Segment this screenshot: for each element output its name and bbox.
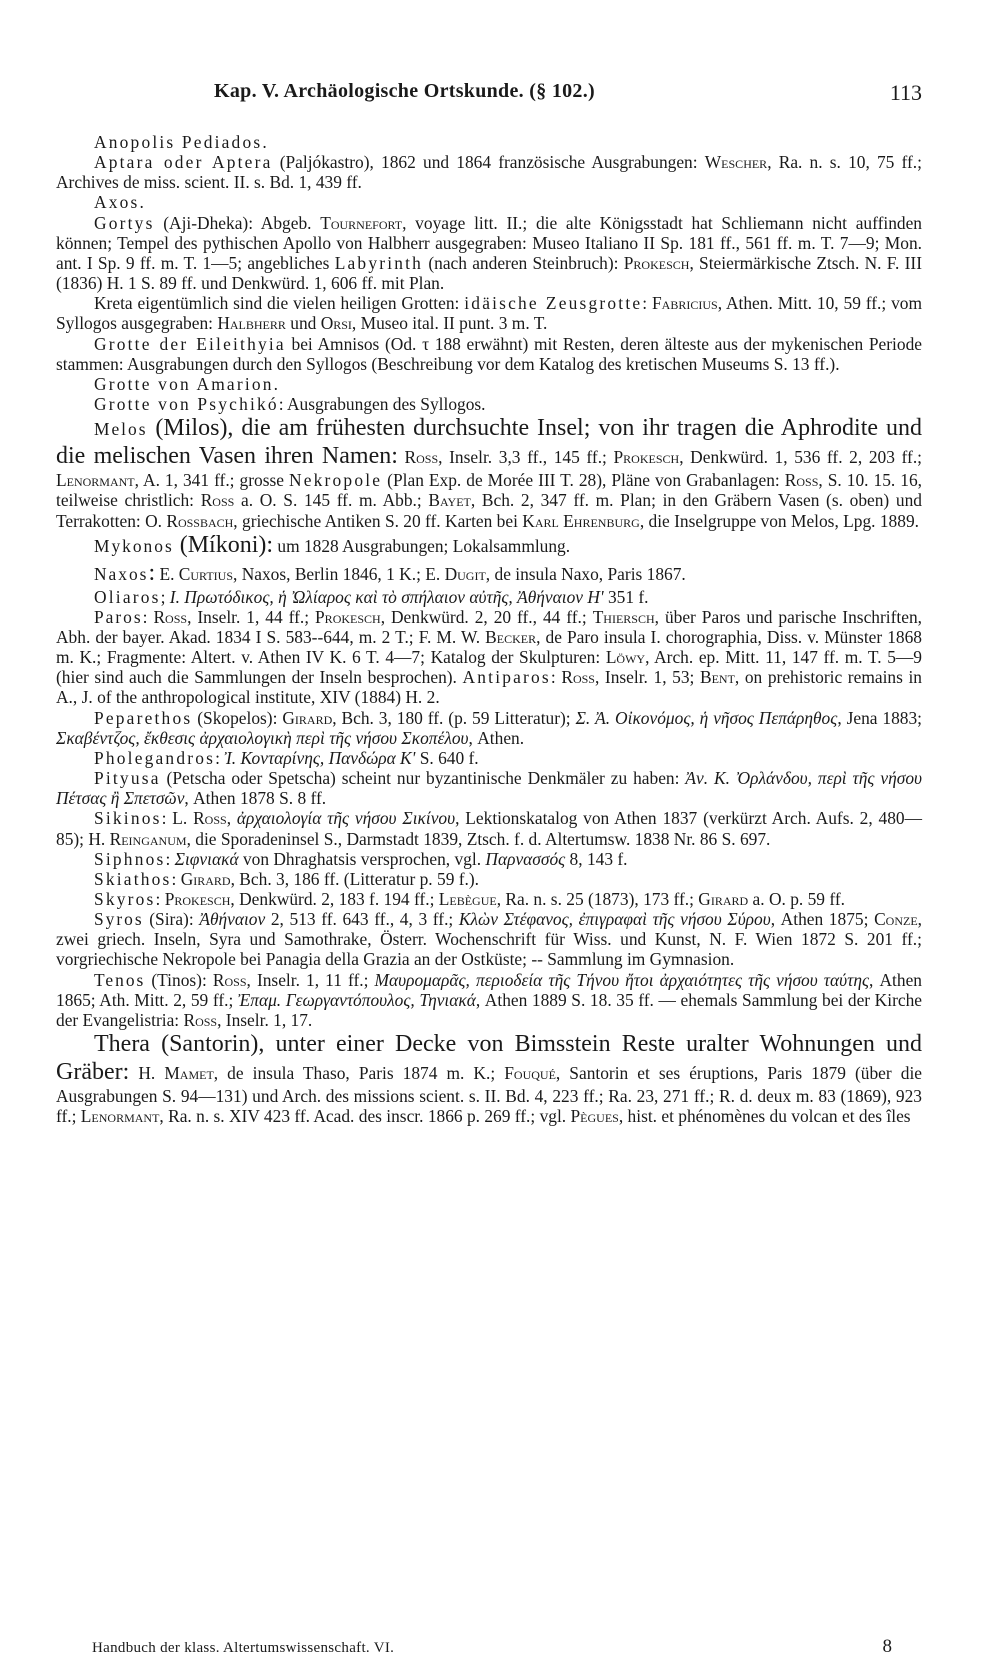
place-name: idäische Zeusgrotte — [464, 293, 643, 314]
paragraph — [56, 394, 922, 414]
author-name: Ross — [212, 969, 247, 990]
paragraph — [56, 970, 922, 1030]
paragraph — [56, 768, 922, 808]
author-name: Orsi — [320, 313, 352, 334]
text-segment: 8, 143 f. — [565, 848, 628, 869]
text-segment: , zwei griech. Inseln, Syra und Samothrake, Österr. Wochenschrift für Wiss. und Kunst, N. F. Wien 1872 S. 201 ff.; vorgriechische Nekropole bei Panagia della Grazia an der Ostküste; -- Sammlung im Gymnasion. — [56, 909, 923, 970]
author-name: Ross — [200, 490, 235, 511]
author-name: Ross — [784, 470, 819, 491]
footer-source: Handbuch der klass. Altertumswissenschaft. VI. — [92, 1640, 395, 1656]
place-name: Pholegandros — [94, 747, 216, 768]
text-segment: , Museo ital. II punt. 3 m. T. — [351, 313, 548, 334]
author-name: Prokesch — [613, 447, 680, 468]
place-name: Syros — [94, 909, 144, 930]
place-name: Skiathos — [94, 868, 172, 889]
page-number: 113 — [889, 80, 922, 105]
text-segment: H. — [129, 1063, 165, 1084]
text-segment: (Paljókastro), 1862 und 1864 französische Ausgrabungen: — [272, 152, 705, 173]
place-name: Paros — [94, 606, 143, 627]
place-name: Naxos — [94, 563, 149, 584]
greek-citation: ἀρχαιολογία τῆς νήσου Σικίνου — [236, 808, 456, 829]
text-segment: , — [226, 808, 237, 829]
text-segment: : — [155, 889, 165, 909]
author-name: Fabricius — [652, 293, 718, 314]
greek-citation: Σ. Ἀ. Οἰκονόμος, ἡ νῆσος Πεπάρηθος — [575, 707, 838, 728]
place-name: Anopolis Pediados. — [94, 132, 269, 152]
author-name: Wescher — [704, 152, 768, 173]
paragraph — [56, 192, 922, 212]
body-text — [56, 132, 922, 1126]
author-name: Mamet — [164, 1063, 214, 1084]
text-segment: , Bch. 2, 347 ff. m. Plan; in den Gräbern Vasen (s. oben) und Terrakotten: O. — [56, 490, 922, 531]
paragraph — [56, 152, 922, 192]
text-segment: , Athen. — [468, 727, 525, 748]
text-segment — [398, 447, 405, 467]
text-segment: , die Inselgruppe von Melos, Lpg. 1889. — [639, 510, 919, 531]
place-name: Grotte von Amarion. — [94, 373, 281, 394]
text-segment: (Skopelos): — [192, 707, 283, 728]
author-name: Halbherr — [217, 313, 286, 334]
text-segment: (Aji-Dheka): Abgeb. — [154, 212, 321, 233]
text-segment: , de insula Naxo, Paris 1867. — [485, 563, 686, 584]
text-segment: , Denkwürd. 1, 536 ff. 2, 203 ff.; — [679, 447, 922, 468]
place-name: Nekropole — [288, 470, 383, 491]
author-name: Lenormant — [56, 470, 135, 491]
signature-mark: 8 — [882, 1636, 892, 1657]
text-segment: von Dhraghatsis versprochen, vgl. — [238, 848, 486, 869]
author-name: Becker — [485, 626, 537, 647]
text-segment: , Denkwürd. 2, 20 ff., 44 ff.; — [380, 606, 593, 627]
text-segment: , hist. et phénomènes du volcan et des îles — [618, 1106, 911, 1127]
text-segment: E. — [155, 563, 179, 584]
paragraph — [56, 414, 922, 530]
text-segment: (Milos), die am frühesten durchsuchte Insel; von ihr tragen die Aphrodite und die melischen Vasen ihren Namen: — [56, 415, 922, 470]
text-segment: , S. 10. 15. 16, teilweise christlich: — [56, 470, 922, 511]
author-name: Prokesch — [164, 889, 231, 909]
text-segment: : — [148, 559, 156, 586]
text-segment: : — [215, 747, 225, 768]
text-segment: , Denkwürd. 2, 183 f. 194 ff.; — [230, 889, 439, 909]
greek-citation: Σιφνιακά — [174, 848, 239, 869]
author-name: Ross — [183, 1009, 218, 1030]
text-segment: , über Paros und parische Inschriften, Abh. der bayer. Akad. 1834 I S. 583--644, m. 2 T.; F. M. W. — [56, 606, 922, 647]
author-name: Lebègue — [438, 889, 497, 909]
paragraph — [56, 607, 922, 708]
text-segment: : — [142, 606, 154, 627]
text-segment: : — [171, 868, 181, 889]
text-segment: , de insula Thaso, Paris 1874 m. K.; — [213, 1063, 505, 1084]
greek-citation: Ἀθήναιον — [199, 909, 266, 930]
author-name: Ross — [404, 447, 439, 468]
text-segment: , Lektionskatalog von Athen 1837 (verkürzt Arch. Aufs. 2, 480—85); H. — [56, 808, 923, 849]
author-name: Conze — [874, 909, 918, 930]
text-segment: , Athen 1865; Ath. Mitt. 2, 59 ff.; — [56, 969, 922, 1010]
author-name: Prokesch — [623, 252, 690, 273]
author-name: Löwy — [605, 647, 646, 668]
text-segment: Kreta eigentümlich sind die vielen heiligen Grotten: — [94, 293, 465, 314]
place-name: Oliaros — [94, 586, 161, 607]
text-segment: , voyage litt. II.; die alte Königsstadt hat Schliemann nicht auffinden können; Tempel des pythischen Apollo von Halbherr ausgegraben: Museo Italiano II Sp. 181 ff., 561 ff. m. T. 7—9; Mon. ant. I Sp. 9 ff. m. T. 1—5; angebliches — [56, 212, 923, 273]
paragraph — [56, 808, 922, 848]
text-segment: , griechische Antiken S. 20 ff. Karten bei — [233, 510, 523, 531]
text-segment: , Inselr. 1, 17. — [217, 1009, 313, 1030]
text-segment: bei Amnisos (Od. τ 188 erwähnt) mit Resten, deren älteste aus der mykenischen Periode stammen: Ausgrabungen durch den Syllogos (Beschreibung vor dem Katalog des kretischen Museums S. 13 ff.). — [56, 333, 923, 374]
paragraph — [56, 559, 922, 587]
text-segment: (Tinos): — [145, 969, 213, 990]
paragraph — [56, 531, 922, 559]
place-name: Mykonos — [94, 535, 174, 556]
place-name: Grotte der Eileithyia — [94, 333, 286, 354]
text-segment: , de Paro insula I. chorographia, Diss. v. Münster 1868 m. K.; Fragmente: Altert. v. Athen IV K. 6 T. 4—7; Katalog der Skulpturen: — [56, 626, 922, 668]
text-segment: , Inselr. 1, 11 ff.; — [246, 969, 375, 990]
text-segment: : L. — [161, 808, 194, 829]
text-segment: (Míkoni): — [173, 531, 274, 558]
text-segment: (Petscha oder Spetscha) scheint nur byzantinische Denkmäler zu haben: — [160, 768, 686, 789]
text-segment: 351 f. — [603, 586, 649, 607]
text-segment: , Jena 1883; — [837, 707, 923, 728]
paragraph — [56, 334, 922, 374]
paragraph — [56, 587, 922, 607]
greek-citation: Παρνασσός — [485, 848, 566, 869]
text-segment: , Bch. 3, 186 ff. (Litteratur p. 59 f.). — [230, 868, 480, 889]
author-name: Ross — [153, 606, 188, 627]
text-segment: und — [285, 313, 321, 334]
text-segment: Thera (Santorin), unter einer Decke von Bimsstein Reste uralter Wohnungen und Gräber: — [56, 1031, 922, 1086]
greek-citation: Ἰ. Κονταρίνης, Πανδώρα Κ' — [224, 747, 416, 768]
greek-citation: Μαυρομαρᾶς, περιοδεία τῆς Τήνου ἤτοι ἀρχαιότητες τῆς νήσου ταύτης — [374, 969, 870, 990]
paragraph — [56, 293, 922, 333]
text-segment: , on prehistoric remains in A., J. of the anthropological institute, XIV (1884) H. 2. — [56, 667, 922, 708]
paragraph — [56, 1030, 922, 1126]
text-segment: , die Sporadeninsel S., Darmstadt 1839, Ztsch. f. d. Altertumsw. 1838 Nr. 86 S. 697. — [186, 828, 771, 849]
paragraph — [56, 708, 922, 748]
text-segment: , Bch. 3, 180 ff. (p. 59 Litteratur); — [332, 707, 576, 728]
text-segment: , Inselr. 1, 53; — [594, 667, 700, 688]
author-name: Dugit — [444, 563, 486, 584]
place-name: Skyros — [94, 889, 156, 909]
author-name: Prokesch — [315, 606, 381, 627]
text-segment: : — [550, 667, 562, 688]
author-name: Girard — [698, 889, 749, 909]
text-segment: , Inselr. 1, 44 ff.; — [187, 606, 316, 627]
author-name: Curtius — [178, 563, 233, 584]
place-name: Pityusa — [94, 768, 161, 789]
place-name: Grotte von Psychikó — [94, 394, 279, 415]
place-name: Peparethos — [94, 707, 193, 728]
author-name: Lenormant — [80, 1106, 160, 1127]
author-name: Ross — [561, 667, 595, 688]
greek-citation: I. Πρωτόδικος, ἡ Ὠλίαρος καὶ τὸ σπήλαιον αὐτῆς, Ἀθήναιον Η' — [169, 586, 604, 607]
text-segment: (Plan Exp. de Morée III T. 28), Pläne von Grabanlagen: — [382, 470, 785, 491]
author-name: Thiersch — [592, 606, 655, 627]
place-name: Siphnos — [94, 848, 166, 869]
place-name: Gortys — [94, 212, 155, 233]
text-segment: , Steiermärkische Ztsch. N. F. III (1836) H. 1 S. 89 ff. und Denkwürd. 1, 606 ff. mit Plan. — [56, 252, 922, 294]
place-name: Sikinos — [94, 808, 162, 829]
author-name: Rossbach — [166, 510, 234, 531]
text-segment: 2, 513 ff. 643 ff., 4, 3 ff.; — [265, 909, 459, 930]
text-segment: , Athen 1878 S. 8 ff. — [184, 788, 327, 809]
greek-citation: Σκαβέντζος, ἔκθεσις ἀρχαιολογικὴ περὶ τῆς νήσου Σκοπέλου — [56, 727, 469, 748]
paragraph — [56, 748, 922, 768]
author-name: Girard — [180, 868, 231, 889]
author-name: Fouqué — [504, 1063, 556, 1084]
text-segment: (Sira): — [143, 909, 200, 930]
paragraph — [56, 213, 922, 294]
place-name: Aptara oder Aptera — [94, 152, 273, 173]
author-name: Pègues — [570, 1106, 619, 1127]
text-segment: S. 640 f. — [415, 747, 479, 768]
text-segment: , Athen 1889 S. 18. 35 ff. — ehemals Sammlung bei der Kirche der Evangelistria: — [56, 989, 922, 1030]
text-segment: , Arch. ep. Mitt. 11, 147 ff. m. T. 5—9 (hier sind auch die Sammlungen der Inseln besprochen). — [56, 647, 922, 688]
text-segment: , Ra. n. s. XIV 423 ff. Acad. des inscr. 1866 p. 269 ff.; vgl. — [159, 1106, 571, 1127]
place-name: Antiparos — [462, 667, 551, 688]
place-name: Axos. — [94, 192, 147, 213]
author-name: Karl Ehrenburg — [522, 510, 640, 531]
paragraph — [56, 849, 922, 869]
running-header — [214, 80, 922, 106]
text-segment: a. O. p. 59 ff. — [748, 889, 845, 909]
text-segment: , Santorin et ses éruptions, Paris 1879 (über die Ausgrabungen S. 94—131) und Arch. des missions scient. s. II. Bd. 4, 223 ff.; Ra. 23, 271 ff.; R. d. deux m. 83 (1869), 923 ff.; — [56, 1063, 922, 1127]
paragraph — [56, 132, 922, 152]
text-segment: , Ra. n. s. 25 (1873), 173 ff.; — [496, 889, 699, 909]
text-segment: , Ra. n. s. 10, 75 ff.; Archives de miss. scient. II. s. Bd. 1, 439 ff. — [56, 152, 922, 193]
text-segment: , Inselr. 3,3 ff., 145 ff.; — [438, 447, 614, 468]
greek-citation: Ἀν. Κ. Ὀρλάνδου, περὶ τῆς νήσου Πέτσας ἢ Σπετσῶν — [56, 768, 922, 809]
text-segment: , A. 1, 341 ff.; grosse — [134, 470, 289, 491]
author-name: Bent — [699, 667, 735, 688]
text-segment: , Athen 1875; — [770, 909, 875, 930]
author-name: Reinganum — [109, 828, 187, 849]
author-name: Bayet — [428, 490, 471, 511]
paragraph — [56, 374, 922, 394]
place-name: Labyrinth — [334, 252, 424, 273]
text-segment: , Naxos, Berlin 1846, 1 K.; E. — [233, 563, 445, 584]
place-name: Tenos — [94, 969, 146, 990]
page-footer — [92, 1638, 892, 1662]
text-segment: , Athen. Mitt. 10, 59 ff.; vom Syllogos ausgegraben: — [56, 293, 923, 334]
greek-citation: Κλὼν Στέφανος, ἐπιγραφαὶ τῆς νήσου Σύρου — [458, 909, 771, 930]
author-name: Girard — [282, 707, 333, 728]
author-name: Ross — [193, 808, 227, 829]
text-segment: (nach anderen Steinbruch): — [423, 252, 624, 273]
text-segment: ; — [160, 586, 170, 607]
author-name: Tournefort — [320, 212, 403, 233]
paragraph — [56, 889, 922, 909]
text-segment: : — [642, 293, 653, 314]
text-segment: : — [165, 848, 175, 869]
paragraph — [56, 869, 922, 889]
greek-citation: Ἐπαμ. Γεωργαντόπουλος, Τηνιακά — [237, 989, 476, 1010]
paragraph — [56, 909, 922, 969]
place-name: Melos — [94, 419, 148, 440]
text-segment: um 1828 Ausgrabungen; Lokalsammlung. — [273, 535, 571, 556]
text-segment: a. O. S. 145 ff. m. Abb.; — [234, 490, 429, 511]
text-segment: : Ausgrabungen des Syllogos. — [278, 394, 486, 415]
chapter-title: Kap. V. Archäologische Ortskunde. (§ 102.) — [214, 80, 595, 102]
